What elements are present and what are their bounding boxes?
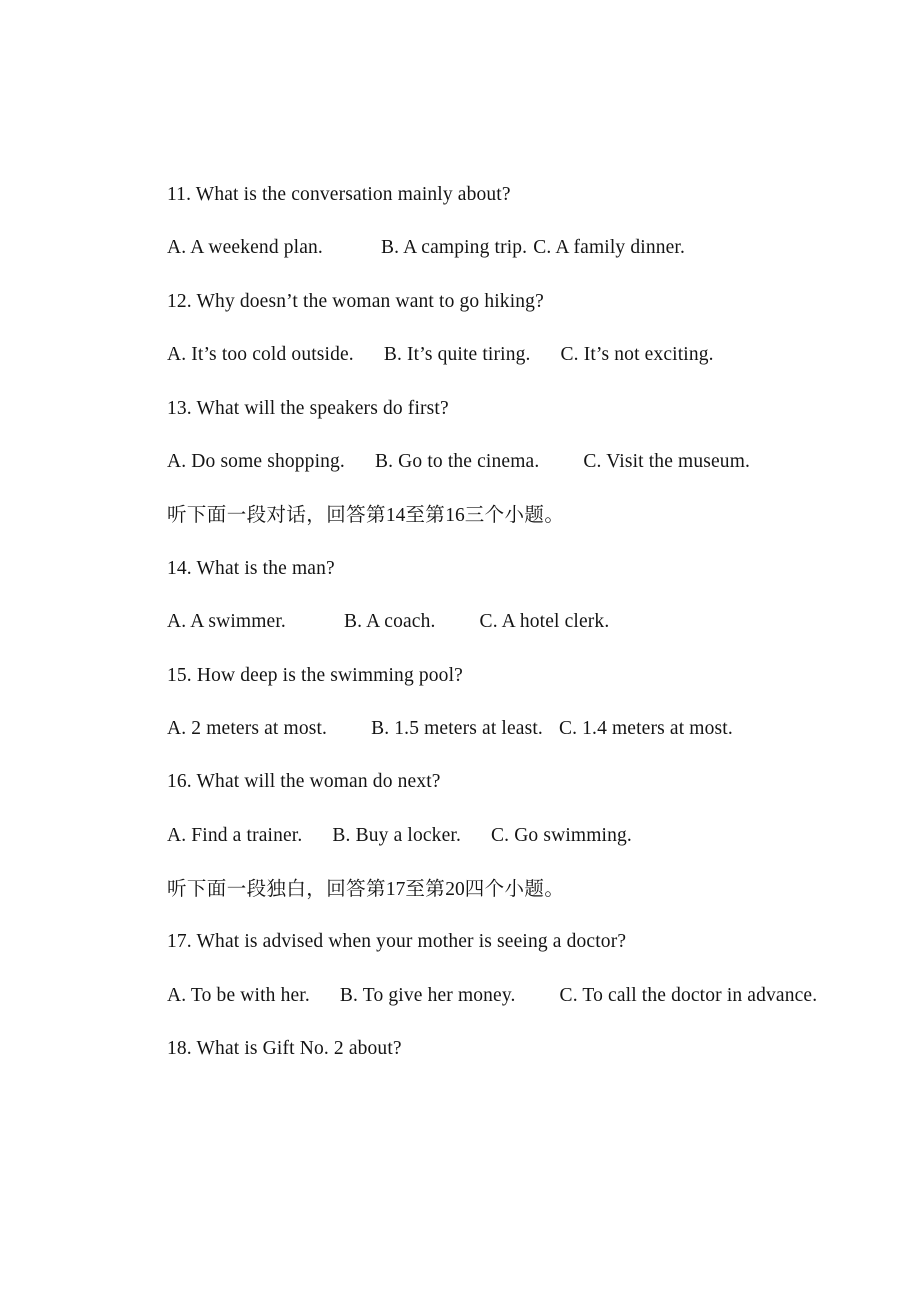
option-a-16: A. Find a trainer.	[167, 824, 303, 846]
question-options-11	[167, 221, 867, 274]
option-a-11: A. A weekend plan.	[167, 237, 323, 259]
option-c-14: C. A hotel clerk.	[479, 611, 610, 633]
option-b-14: B. A coach.	[343, 611, 436, 633]
question-options-12	[167, 328, 867, 381]
option-b-12: B. It’s quite tiring.	[383, 344, 531, 366]
option-b-17: B. To give her money.	[339, 984, 516, 1006]
option-a-17: A. To be with her.	[167, 984, 310, 1006]
question-stem-14: 14. What is the man?	[167, 557, 335, 579]
option-c-15: C. 1.4 meters at most.	[558, 717, 733, 739]
question-options-16	[167, 809, 867, 862]
direction-prefix: 听下面一段对话，回答第	[167, 503, 386, 527]
direction-second-number: 16	[445, 505, 465, 527]
option-b-11: B. A camping trip.	[380, 237, 528, 259]
question-stem-18: 18. What is Gift No. 2 about?	[167, 1038, 402, 1060]
option-c-13: C. Visit the museum.	[583, 450, 751, 472]
direction-prefix: 听下面一段独白，回答第	[167, 877, 386, 901]
direction-middle: 至第	[405, 877, 446, 901]
question-stem-12: 12. Why doesn’t the woman want to go hiking?	[167, 290, 544, 312]
option-a-15: A. 2 meters at most.	[167, 717, 328, 739]
exam-content-column	[167, 168, 867, 1076]
listening-direction-2	[167, 862, 867, 915]
option-c-12: C. It’s not exciting.	[560, 344, 714, 366]
listening-direction-1	[167, 488, 867, 541]
option-b-16: B. Buy a locker.	[332, 824, 461, 846]
option-a-14: A. A swimmer.	[167, 611, 286, 633]
option-a-12: A. It’s too cold outside.	[167, 344, 354, 366]
question-stem-11: 11. What is the conversation mainly about?	[167, 184, 511, 205]
question-stem-13: 13. What will the speakers do first?	[167, 397, 449, 419]
option-c-17: C. To call the doctor in advance.	[559, 984, 818, 1006]
question-options-14	[167, 595, 867, 648]
question-stem-15: 15. How deep is the swimming pool?	[167, 664, 463, 686]
question-options-15	[167, 702, 867, 755]
question-options-17	[167, 969, 867, 1022]
option-c-16: C. Go swimming.	[490, 824, 632, 846]
direction-suffix: 四个小题。	[464, 877, 565, 901]
direction-first-number: 17	[385, 879, 406, 901]
question-stem-17: 17. What is advised when your mother is seeing a doctor?	[167, 931, 627, 953]
direction-suffix: 三个小题。	[464, 503, 565, 527]
question-options-13	[167, 435, 867, 488]
direction-first-number: 14	[385, 505, 406, 527]
direction-second-number: 20	[445, 879, 465, 901]
option-b-13: B. Go to the cinema.	[374, 450, 540, 472]
question-stem-16: 16. What will the woman do next?	[167, 771, 441, 793]
option-b-15: B. 1.5 meters at least.	[371, 717, 543, 739]
option-c-11: C. A family dinner.	[533, 237, 686, 259]
option-a-13: A. Do some shopping.	[167, 450, 345, 472]
direction-middle: 至第	[405, 503, 446, 527]
